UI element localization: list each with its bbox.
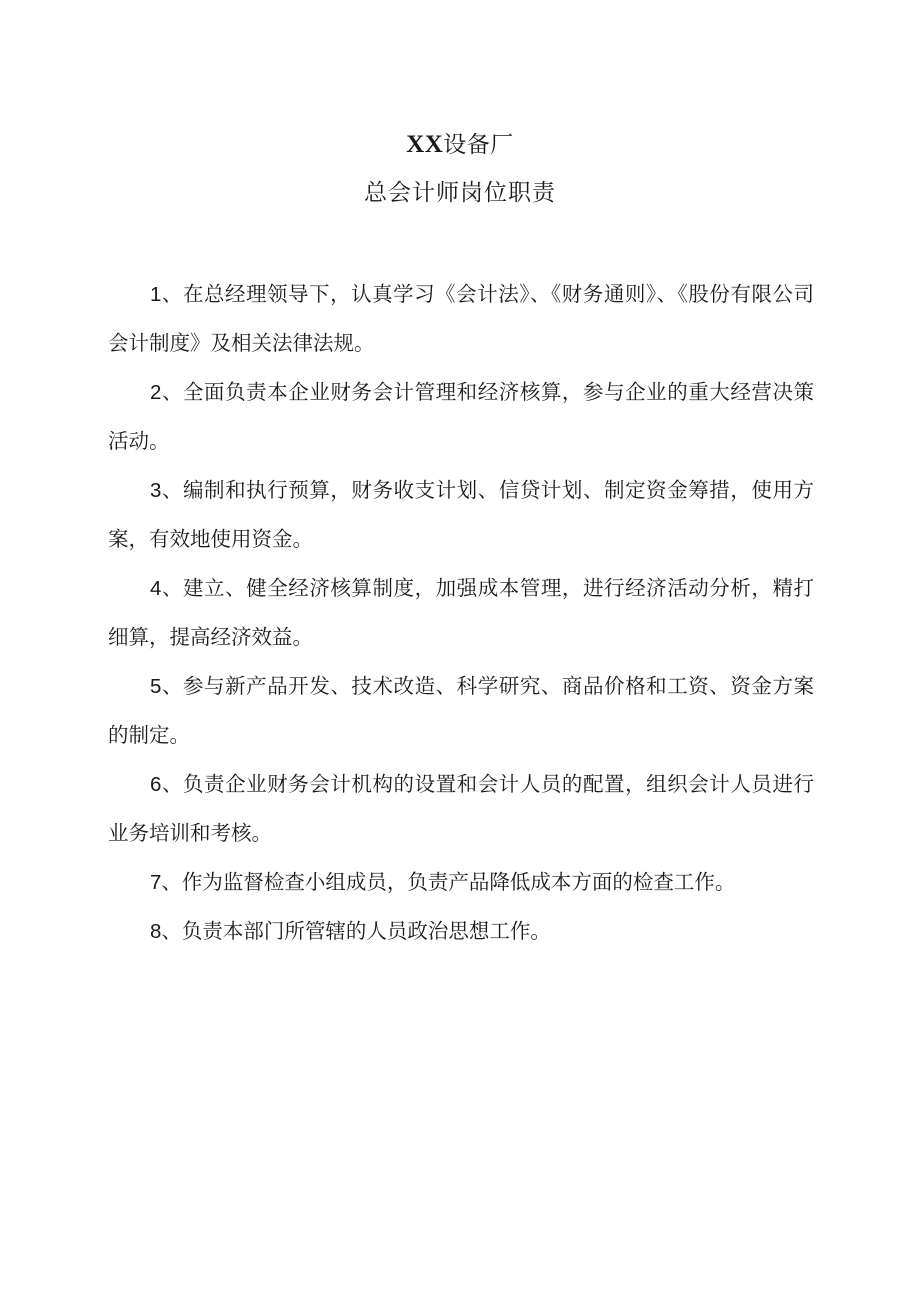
duty-text: 、参与新产品开发、技术改造、科学研究、商品价格和工资、资金方案的制定。 xyxy=(108,674,814,747)
duty-item-5 xyxy=(108,662,814,760)
duty-number: 8 xyxy=(150,920,162,943)
duty-text: 、建立、健全经济核算制度，加强成本管理，进行经济活动分析，精打细算，提高经济效益。 xyxy=(108,576,814,649)
duty-number: 6 xyxy=(150,773,162,796)
duty-number: 3 xyxy=(150,479,162,502)
duty-number: 2 xyxy=(150,381,162,404)
duty-text: 、负责本部门所管辖的人员政治思想工作。 xyxy=(161,919,551,943)
duty-text: 、作为监督检查小组成员，负责产品降低成本方面的检查工作。 xyxy=(161,870,736,894)
duty-item-1 xyxy=(108,270,814,368)
duty-item-6 xyxy=(108,760,814,858)
duty-number: 5 xyxy=(150,675,162,698)
duty-item-8 xyxy=(108,907,814,956)
company-suffix: 设备厂 xyxy=(443,132,514,158)
duty-text: 、全面负责本企业财务会计管理和经济核算，参与企业的重大经营决策活动。 xyxy=(108,380,814,453)
duty-list xyxy=(108,270,814,956)
duty-item-7 xyxy=(108,858,814,907)
duty-text: 、编制和执行预算，财务收支计划、信贷计划、制定资金筹措，使用方案，有效地使用资金。 xyxy=(108,478,814,551)
duty-number: 4 xyxy=(150,577,162,600)
document-title: 总会计师岗位职责 xyxy=(364,180,556,206)
duty-item-3 xyxy=(108,466,814,564)
company-title xyxy=(0,128,920,162)
duty-item-2 xyxy=(108,368,814,466)
duty-item-4 xyxy=(108,564,814,662)
duty-number: 1 xyxy=(150,283,162,306)
duty-number: 7 xyxy=(150,871,162,894)
company-prefix: XX xyxy=(406,131,444,158)
duty-text: 、负责企业财务会计机构的设置和会计人员的配置，组织会计人员进行业务培训和考核。 xyxy=(108,772,814,845)
duty-text: 、在总经理领导下，认真学习《会计法》、《财务通则》、《股份有限公司会计制度》及相关法律法规。 xyxy=(108,282,814,355)
